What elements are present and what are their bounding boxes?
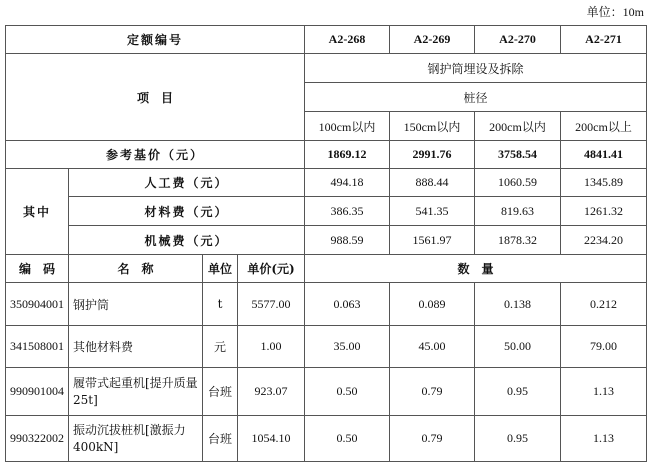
detail-header-row: [6, 255, 647, 283]
detail-row: [6, 326, 647, 368]
detail-value: 1.13: [561, 368, 647, 416]
item-title: 钢护筒埋设及拆除: [305, 54, 647, 83]
diameter-cell: 200cm以内: [475, 112, 561, 141]
detail-value: 0.138: [475, 283, 561, 326]
detail-name: 其他材料费: [69, 326, 203, 368]
detail-code: 350904001: [6, 283, 69, 326]
col-quantity-header: 数 量: [305, 255, 647, 283]
breakdown-value: 888.44: [390, 169, 475, 197]
diameter-cell: 100cm以内: [305, 112, 390, 141]
detail-price: 5577.00: [238, 283, 305, 326]
detail-value: 35.00: [305, 326, 390, 368]
breakdown-value: 1878.32: [475, 226, 561, 255]
detail-value: 50.00: [475, 326, 561, 368]
quota-code: A2-268: [305, 26, 390, 54]
quota-table: [5, 25, 647, 462]
quota-code-row: [6, 26, 647, 54]
base-price-value: 4841.41: [561, 141, 647, 169]
detail-code: 990901004: [6, 368, 69, 416]
col-price-header: 单价(元): [238, 255, 305, 283]
breakdown-value: 1345.89: [561, 169, 647, 197]
breakdown-row: [6, 226, 647, 255]
detail-row: [6, 283, 647, 326]
breakdown-group-label: 其中: [6, 169, 69, 255]
breakdown-value: 1060.59: [475, 169, 561, 197]
breakdown-value: 2234.20: [561, 226, 647, 255]
detail-unit: 台班: [203, 368, 238, 416]
detail-value: 45.00: [390, 326, 475, 368]
detail-row: [6, 416, 647, 462]
detail-code: 990322002: [6, 416, 69, 462]
quota-code-label: 定额编号: [6, 26, 305, 54]
diameter-cell: 150cm以内: [390, 112, 475, 141]
base-price-row: [6, 141, 647, 169]
detail-unit: 元: [203, 326, 238, 368]
breakdown-value: 1561.97: [390, 226, 475, 255]
detail-row: [6, 368, 647, 416]
detail-value: 0.063: [305, 283, 390, 326]
breakdown-row: [6, 197, 647, 226]
detail-value: 0.089: [390, 283, 475, 326]
detail-value: 0.50: [305, 416, 390, 462]
detail-unit: t: [203, 283, 238, 326]
detail-price: 1.00: [238, 326, 305, 368]
col-code-header: 编 码: [6, 255, 69, 283]
breakdown-value: 541.35: [390, 197, 475, 226]
detail-value: 0.95: [475, 416, 561, 462]
sub-title: 桩径: [305, 83, 647, 112]
breakdown-label: 机械费（元）: [69, 226, 305, 255]
breakdown-row: [6, 169, 647, 197]
detail-value: 0.79: [390, 416, 475, 462]
col-name-header: 名 称: [69, 255, 203, 283]
breakdown-value: 494.18: [305, 169, 390, 197]
detail-code: 341508001: [6, 326, 69, 368]
unit-label: 单位：10m: [586, 5, 644, 19]
detail-name: 钢护筒: [69, 283, 203, 326]
quota-code: A2-270: [475, 26, 561, 54]
detail-name: 振动沉拔桩机[激振力400kN]: [69, 416, 203, 462]
col-unit-header: 单位: [203, 255, 238, 283]
detail-value: 0.212: [561, 283, 647, 326]
detail-value: 1.13: [561, 416, 647, 462]
item-title-row: [6, 54, 647, 83]
detail-price: 923.07: [238, 368, 305, 416]
quota-code: A2-269: [390, 26, 475, 54]
detail-value: 0.50: [305, 368, 390, 416]
breakdown-value: 988.59: [305, 226, 390, 255]
breakdown-value: 386.35: [305, 197, 390, 226]
detail-value: 0.95: [475, 368, 561, 416]
base-price-label: 参考基价（元）: [6, 141, 305, 169]
item-label: 项 目: [6, 54, 305, 141]
detail-value: 0.79: [390, 368, 475, 416]
breakdown-value: 1261.32: [561, 197, 647, 226]
diameter-cell: 200cm以上: [561, 112, 647, 141]
breakdown-label: 材料费（元）: [69, 197, 305, 226]
base-price-value: 2991.76: [390, 141, 475, 169]
detail-name: 履带式起重机[提升质量25t]: [69, 368, 203, 416]
base-price-value: 3758.54: [475, 141, 561, 169]
detail-price: 1054.10: [238, 416, 305, 462]
breakdown-value: 819.63: [475, 197, 561, 226]
base-price-value: 1869.12: [305, 141, 390, 169]
quota-code: A2-271: [561, 26, 647, 54]
detail-value: 79.00: [561, 326, 647, 368]
detail-unit: 台班: [203, 416, 238, 462]
breakdown-label: 人工费（元）: [69, 169, 305, 197]
